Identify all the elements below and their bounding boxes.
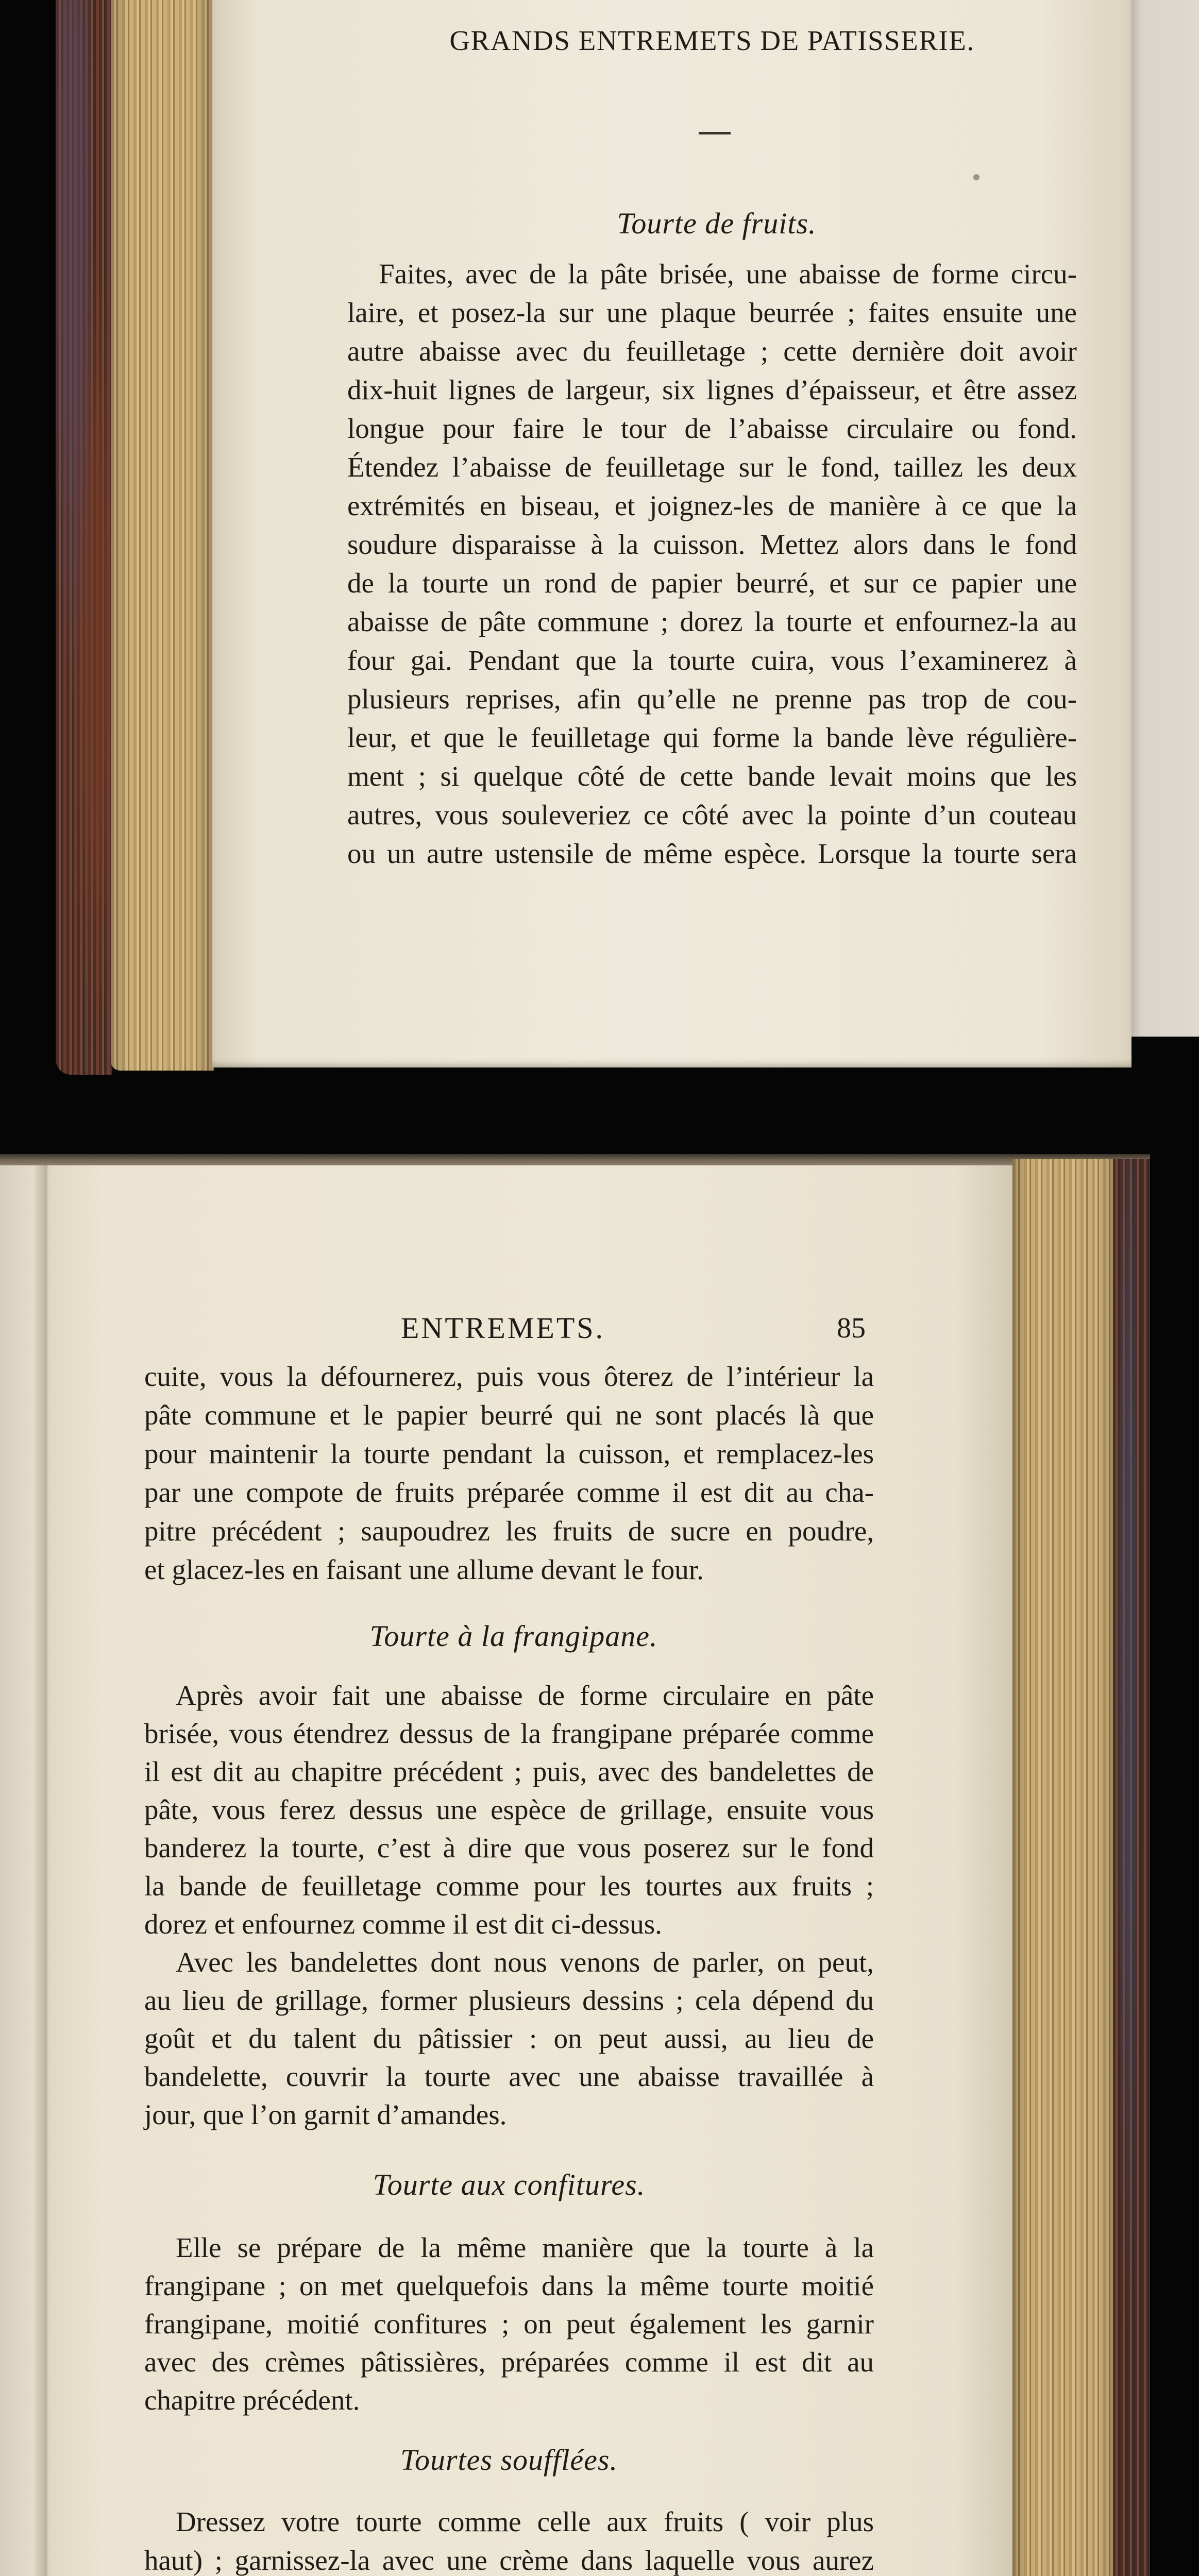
- top-page-fore-edge: [111, 0, 214, 1071]
- text-line: pâte commune et le papier beurré qui ne sont placés là que: [144, 1399, 874, 1431]
- section-title-tourte-frangipane: Tourte à la frangipane.: [369, 1619, 658, 1653]
- text-block-tourte-confitures: [144, 2229, 874, 2419]
- bottom-page-fore-edge: [1012, 1159, 1114, 2576]
- section-title-tourte-confitures: Tourte aux confitures.: [373, 2168, 646, 2201]
- text-line: Étendez l’abaisse de feuilletage sur le fond, taillez les deux: [347, 451, 1077, 483]
- text-line: longue pour faire le tour de l’abaisse circulaire ou fond.: [347, 413, 1077, 444]
- text-block-tourte-frangipane: [144, 1676, 874, 2134]
- text-line: jour, que l’on garnit d’amandes.: [144, 2099, 507, 2130]
- page-number: 85: [837, 1312, 866, 1344]
- section-title-tourtes-soufflees: Tourtes soufflées.: [400, 2443, 618, 2477]
- text-line: au lieu de grillage, former plusieurs dessins ; cela dépend du: [144, 1985, 874, 2016]
- running-head-top: GRANDS ENTREMETS DE PATISSERIE.: [449, 25, 975, 56]
- text-line: abaisse de pâte commune ; dorez la tourte et enfournez-la au: [347, 606, 1077, 637]
- text-line: il est dit au chapitre précédent ; puis, avec des bandelettes de: [144, 1756, 874, 1787]
- text-line: Avec les bandelettes dont nous venons de parler, on peut,: [176, 1946, 874, 1978]
- text-line: four gai. Pendant que la tourte cuira, vous l’examinerez à: [347, 645, 1077, 676]
- text-line: frangipane, moitié confitures ; on peut également les garnir: [144, 2308, 874, 2340]
- top-adjacent-page: [1132, 0, 1199, 1037]
- text-line: cuite, vous la défournerez, puis vous ôterez de l’intérieur la: [144, 1361, 874, 1392]
- text-line: plusieurs reprises, afin qu’elle ne prenne pas trop de cou-: [347, 683, 1077, 715]
- text-line: goût et du talent du pâtissier : on peut aussi, au lieu de: [144, 2023, 874, 2054]
- text-block-tourtes-soufflees: [144, 2502, 874, 2576]
- text-line: haut) ; garnissez-la avec une crème dans laquelle vous aurez: [144, 2545, 874, 2576]
- text-line: Faites, avec de la pâte brisée, une abaisse de forme circu-: [379, 258, 1077, 290]
- text-line: ment ; si quelque côté de cette bande levait moins que les: [347, 760, 1077, 792]
- text-line: banderez la tourte, c’est à dire que vous poserez sur le fond: [144, 1832, 874, 1863]
- text-line: Elle se prépare de la même manière que la tourte à la: [176, 2232, 874, 2263]
- text-line: la bande de feuilletage comme pour les tourtes aux fruits ;: [144, 1870, 874, 1902]
- bottom-marbled-book-edge: [1113, 1159, 1150, 2576]
- text-line: frangipane ; on met quelquefois dans la même tourte moitié: [144, 2270, 874, 2301]
- text-line: autre abaisse avec du feuilletage ; cette dernière doit avoir: [347, 335, 1077, 367]
- top-marbled-book-edge: [56, 0, 112, 1075]
- text-line: dix-huit lignes de largeur, six lignes d’épaisseur, et être assez: [347, 374, 1077, 405]
- ornamental-rule: [699, 132, 731, 134]
- bottom-book-head-edge: [0, 1154, 1150, 1165]
- running-head-bottom: ENTREMETS.: [401, 1311, 605, 1345]
- section-title-tourte-de-fruits: Tourte de fruits.: [617, 207, 817, 240]
- text-line: chapitre précédent.: [144, 2384, 360, 2416]
- text-line: et glacez-les en faisant une allume devant le four.: [144, 1554, 704, 1585]
- text-line: leur, et que le feuilletage qui forme la bande lève régulière-: [347, 722, 1077, 753]
- text-line: extrémités en biseau, et joignez-les de manière à ce que la: [347, 490, 1077, 521]
- text-line: de la tourte un rond de papier beurré, et sur ce papier une: [347, 567, 1077, 599]
- text-line: Après avoir fait une abaisse de forme circulaire en pâte: [176, 1680, 874, 1711]
- text-line: Dressez votre tourte comme celle aux fruits ( voir plus: [176, 2506, 874, 2537]
- bottom-adjacent-page: [0, 1165, 47, 2576]
- text-block-continued: [144, 1357, 874, 1589]
- ink-speck: [973, 174, 980, 180]
- text-block-tourte-de-fruits: [347, 255, 1077, 873]
- text-line: pour maintenir la tourte pendant la cuisson, et remplacez-les: [144, 1438, 874, 1469]
- text-line: par une compote de fruits préparée comme il est dit au cha-: [144, 1477, 874, 1508]
- text-line: brisée, vous étendrez dessus de la frangipane préparée comme: [144, 1718, 874, 1749]
- text-line: pâte, vous ferez dessus une espèce de grillage, ensuite vous: [144, 1794, 874, 1825]
- text-line: ou un autre ustensile de même espèce. Lorsque la tourte sera: [347, 838, 1077, 869]
- text-line: bandelette, couvrir la tourte avec une abaisse travaillée à: [144, 2061, 874, 2092]
- text-line: avec des crèmes pâtissières, préparées comme il est dit au: [144, 2346, 874, 2378]
- text-line: autres, vous souleveriez ce côté avec la pointe d’un couteau: [347, 799, 1077, 831]
- text-line: dorez et enfournez comme il est dit ci-dessus.: [144, 1908, 662, 1940]
- text-line: soudure disparaisse à la cuisson. Mettez alors dans le fond: [347, 529, 1077, 560]
- text-line: pitre précédent ; saupoudrez les fruits de sucre en poudre,: [144, 1515, 874, 1547]
- text-line: laire, et posez-la sur une plaque beurrée ; faites ensuite une: [347, 297, 1077, 328]
